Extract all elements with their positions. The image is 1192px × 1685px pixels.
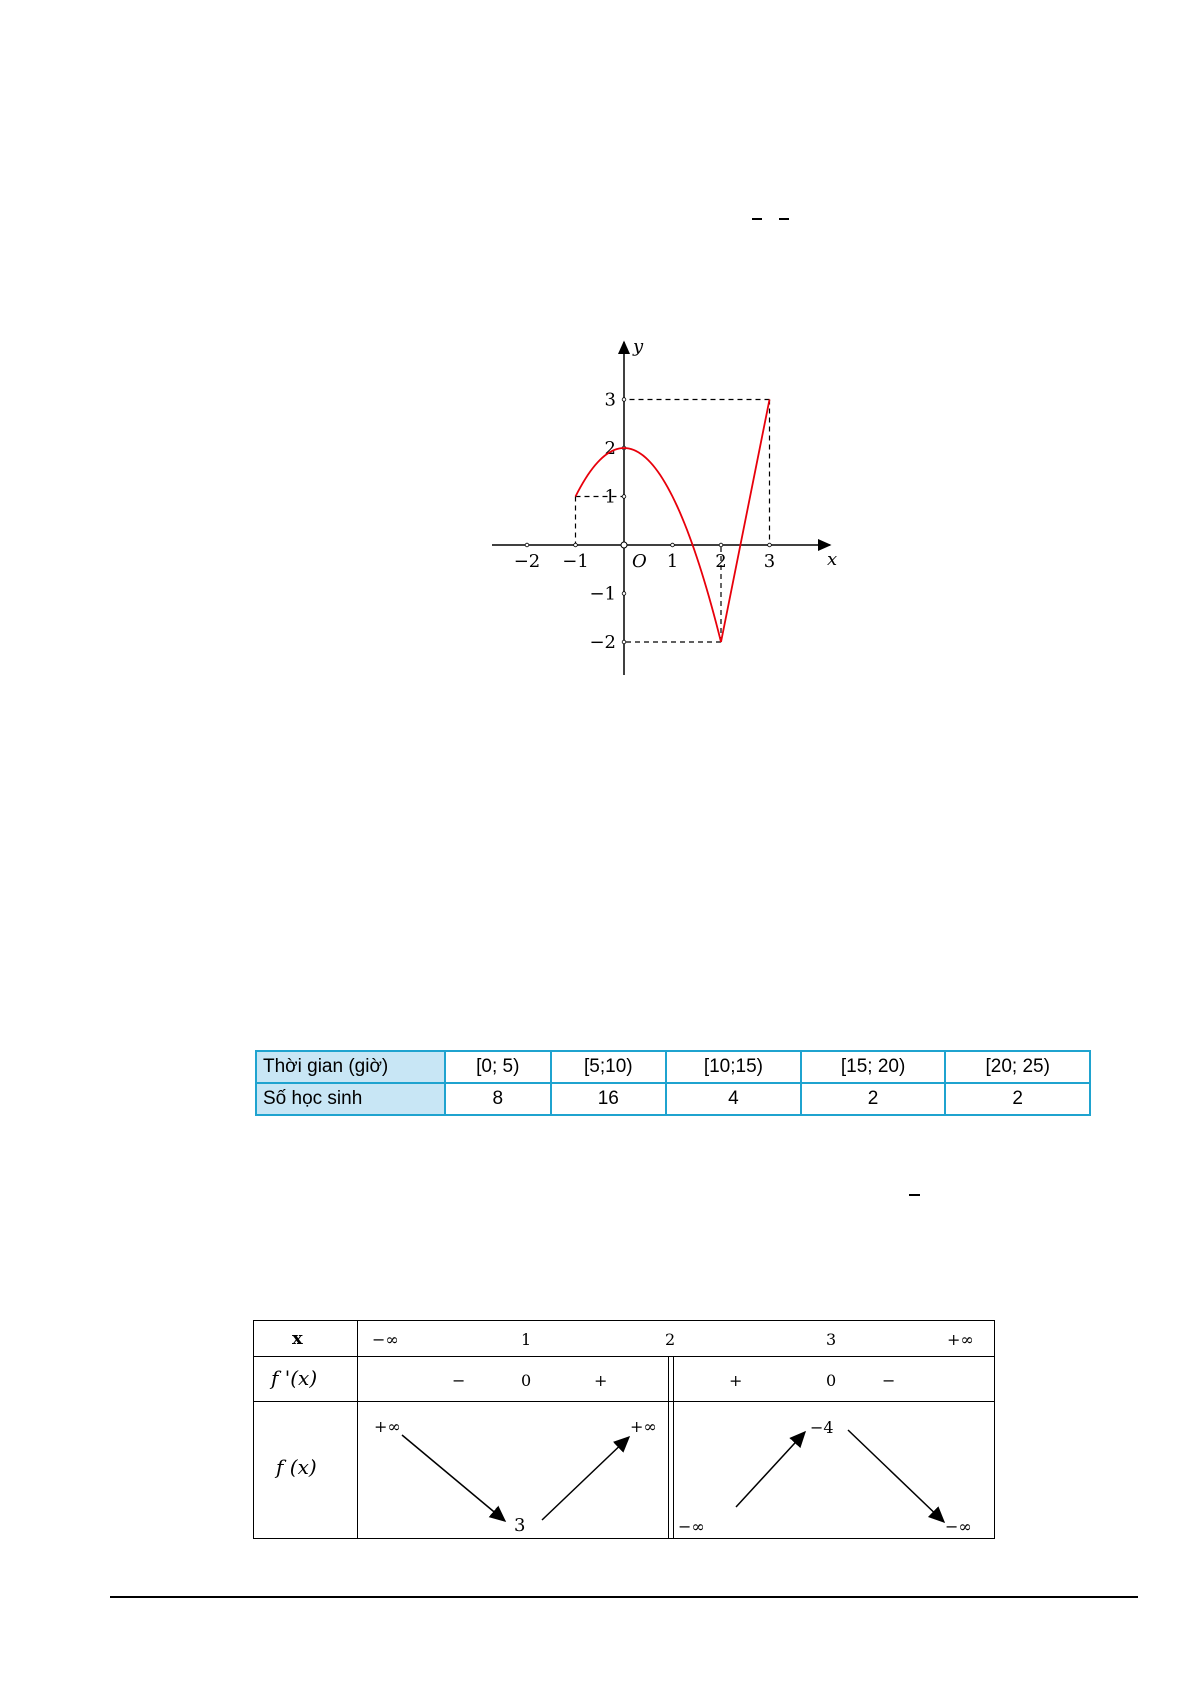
count-cell: 4 — [666, 1083, 801, 1115]
axis-x-label: x — [827, 549, 838, 570]
x-row-label: x — [292, 1328, 303, 1349]
x-tick-mark — [719, 543, 723, 547]
footer-divider — [110, 1596, 1138, 1598]
f-value: +∞ — [374, 1417, 401, 1436]
decrease-arrow — [402, 1435, 505, 1521]
increase-arrow — [736, 1432, 805, 1507]
table-row — [256, 1051, 1090, 1083]
origin-label: O — [632, 551, 647, 572]
count-cell: 8 — [445, 1083, 551, 1115]
fprime-row-label: f '(x) — [271, 1366, 318, 1390]
x-tick-label: 1 — [666, 551, 679, 572]
origin-marker — [621, 542, 627, 548]
interval-cell: [20; 25) — [945, 1051, 1090, 1083]
y-tick-mark — [622, 592, 626, 596]
fprime-sign: + — [594, 1371, 608, 1390]
row-label-time: Thời gian (giờ) — [256, 1051, 445, 1083]
f-value: +∞ — [630, 1417, 657, 1436]
x-tick-label: 3 — [763, 551, 776, 572]
fprime-sign: + — [729, 1371, 743, 1390]
fprime-sign: 0 — [521, 1371, 532, 1390]
x-value: 1 — [521, 1330, 532, 1349]
function-graph — [480, 330, 850, 680]
f-value: −∞ — [945, 1517, 972, 1536]
y-tick-label: 3 — [604, 389, 616, 411]
interval-cell: [10;15) — [666, 1051, 801, 1083]
x-tick-label: −1 — [562, 551, 589, 572]
count-cell: 16 — [551, 1083, 666, 1115]
x-tick-label: 2 — [715, 551, 727, 572]
x-value: 3 — [826, 1330, 837, 1349]
fprime-sign: − — [452, 1371, 466, 1390]
function-curve — [576, 400, 770, 643]
fraction-bar — [779, 218, 789, 220]
count-cell: 2 — [801, 1083, 946, 1115]
x-tick-mark — [525, 543, 529, 547]
variation-arrows — [254, 1321, 994, 1538]
fprime-sign: − — [882, 1371, 896, 1390]
y-tick-label: −2 — [589, 632, 616, 653]
interval-cell: [5;10) — [551, 1051, 666, 1083]
f-value: 3 — [514, 1515, 526, 1536]
frequency-table — [255, 1050, 1091, 1116]
fraction-bar — [909, 1194, 920, 1196]
y-tick-mark — [622, 640, 626, 644]
variation-table — [253, 1320, 995, 1539]
x-value: +∞ — [947, 1330, 974, 1349]
axis-y-label: y — [633, 336, 644, 357]
dashed-guides — [576, 400, 770, 643]
count-cell: 2 — [945, 1083, 1090, 1115]
decrease-arrow — [848, 1430, 944, 1522]
x-tick-mark — [768, 543, 772, 547]
y-tick-mark — [622, 398, 626, 402]
fraction-bar — [752, 218, 762, 220]
y-tick-label: 1 — [604, 486, 616, 508]
y-tick-label: −1 — [589, 583, 616, 605]
f-row-label: f (x) — [276, 1455, 317, 1479]
x-value: 2 — [665, 1330, 676, 1349]
x-tick-mark — [574, 543, 578, 547]
y-tick-label: 2 — [604, 438, 616, 459]
row-label-students: Số học sinh — [256, 1083, 445, 1115]
f-value: −4 — [810, 1418, 834, 1437]
x-tick-label: −2 — [513, 551, 541, 572]
y-tick-mark — [622, 495, 626, 499]
interval-cell: [15; 20) — [801, 1051, 946, 1083]
x-value: −∞ — [372, 1330, 399, 1349]
x-tick-mark — [671, 543, 675, 547]
fprime-sign: 0 — [826, 1371, 837, 1390]
increase-arrow — [542, 1437, 629, 1520]
f-value: −∞ — [678, 1517, 705, 1536]
interval-cell: [0; 5) — [445, 1051, 551, 1083]
table-row — [256, 1083, 1090, 1115]
